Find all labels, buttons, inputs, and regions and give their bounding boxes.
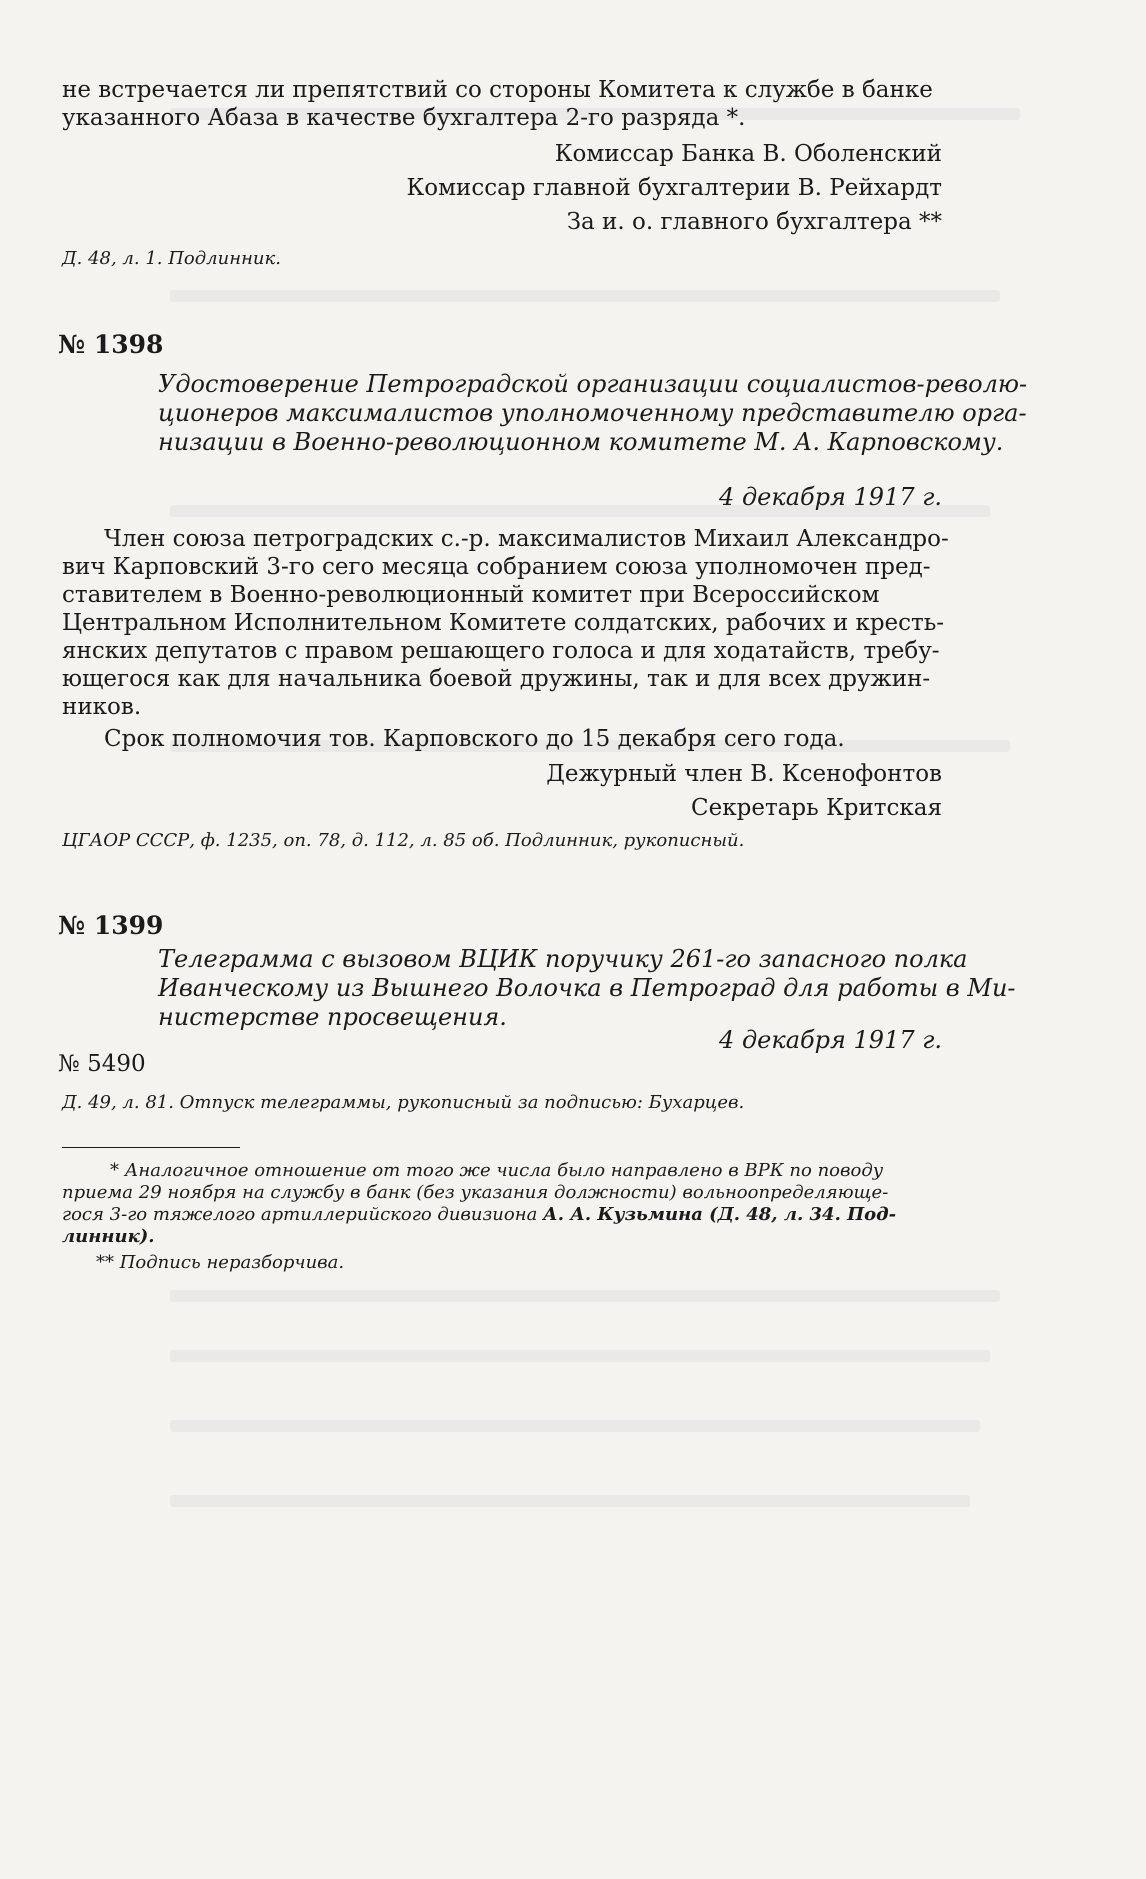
doc-1398-body-line-5: янских депутатов с правом решающего голоса и для ходатайств, требу-	[62, 638, 940, 664]
doc-1399-title-line-1: Телеграмма с вызовом ВЦИК поручику 261-го запасного полка	[158, 945, 968, 973]
footnote-1-line-1: * Аналогичное отношение от того же числа было направлено в ВРК по поводу	[110, 1160, 884, 1181]
top-line-2: указанного Абаза в качестве бухгалтера 2-го разряда *.	[62, 105, 746, 131]
doc-1398-title-line-1: Удостоверение Петроградской организации социалистов-револю-	[158, 370, 1028, 398]
footnote-1-line-4: линник).	[62, 1226, 155, 1247]
footnote-1-line-3: гося 3-го тяжелого артиллерийского дивизиона А. А. Кузьмина (Д. 48, л. 34. Под-	[62, 1204, 897, 1225]
doc-1399-title-line-3: нистерстве просвещения.	[158, 1003, 507, 1031]
doc-1398-number: № 1398	[58, 330, 164, 359]
top-source-note: Д. 48, л. 1. Подлинник.	[62, 248, 281, 269]
doc-1398-signature-2: Секретарь Критская	[691, 795, 942, 821]
doc-1398-body-line-6: ющегося как для начальника боевой дружины, так и для всех дружин-	[62, 666, 931, 692]
doc-1398-title-line-3: низации в Военно-революционном комитете М. А. Карповскому.	[158, 428, 1004, 456]
footnote-1-emphasis: А. А. Кузьмина (Д. 48, л. 34. Под-	[543, 1204, 897, 1225]
doc-1398-body-line-4: Центральном Исполнительном Комитете солдатских, рабочих и кресть-	[62, 610, 945, 636]
doc-1398-signature-1: Дежурный член В. Ксенофонтов	[546, 761, 942, 787]
doc-1399-number: № 1399	[58, 911, 164, 940]
doc-1398-term: Срок полномочия тов. Карповского до 15 декабря сего года.	[104, 726, 845, 752]
footnote-1-line-2: приема 29 ноября на службу в банк (без указания должности) вольноопределяюще-	[62, 1182, 889, 1203]
doc-1398-title-line-2: ционеров максималистов уполномоченному представителю орга-	[158, 399, 1027, 427]
doc-1398-source-note: ЦГАОР СССР, ф. 1235, оп. 78, д. 112, л. 85 об. Подлинник, рукописный.	[62, 830, 745, 851]
doc-1399-title-line-2: Иванческому из Вышнего Волочка в Петроград для работы в Ми-	[158, 974, 1016, 1002]
doc-1399-date: 4 декабря 1917 г.	[719, 1026, 942, 1054]
footnote-2: ** Подпись неразборчива.	[96, 1252, 345, 1273]
top-signature-1: Комиссар Банка В. Оболенский	[554, 141, 942, 167]
top-line-1: не встречается ли препятствий со стороны Комитета к службе в банке	[62, 77, 933, 103]
footnote-rule	[62, 1147, 240, 1148]
doc-1398-body-line-2: вич Карповский 3-го сего месяца собранием союза уполномочен пред-	[62, 554, 931, 580]
top-signature-3: За и. о. главного бухгалтера **	[566, 209, 942, 235]
doc-1398-body-line-7: ников.	[62, 694, 142, 720]
doc-1399-source-note: Д. 49, л. 81. Отпуск телеграммы, рукописный за подписью: Бухарцев.	[62, 1092, 745, 1113]
top-signature-2: Комиссар главной бухгалтерии В. Рейхардт	[406, 175, 942, 201]
doc-1398-date: 4 декабря 1917 г.	[719, 483, 942, 511]
doc-1398-body-line-1: Член союза петроградских с.-р. максималистов Михаил Александро-	[104, 526, 949, 552]
doc-1399-outgoing-number: № 5490	[58, 1051, 146, 1077]
doc-1398-body-line-3: ставителем в Военно-революционный комитет при Всероссийском	[62, 582, 880, 608]
